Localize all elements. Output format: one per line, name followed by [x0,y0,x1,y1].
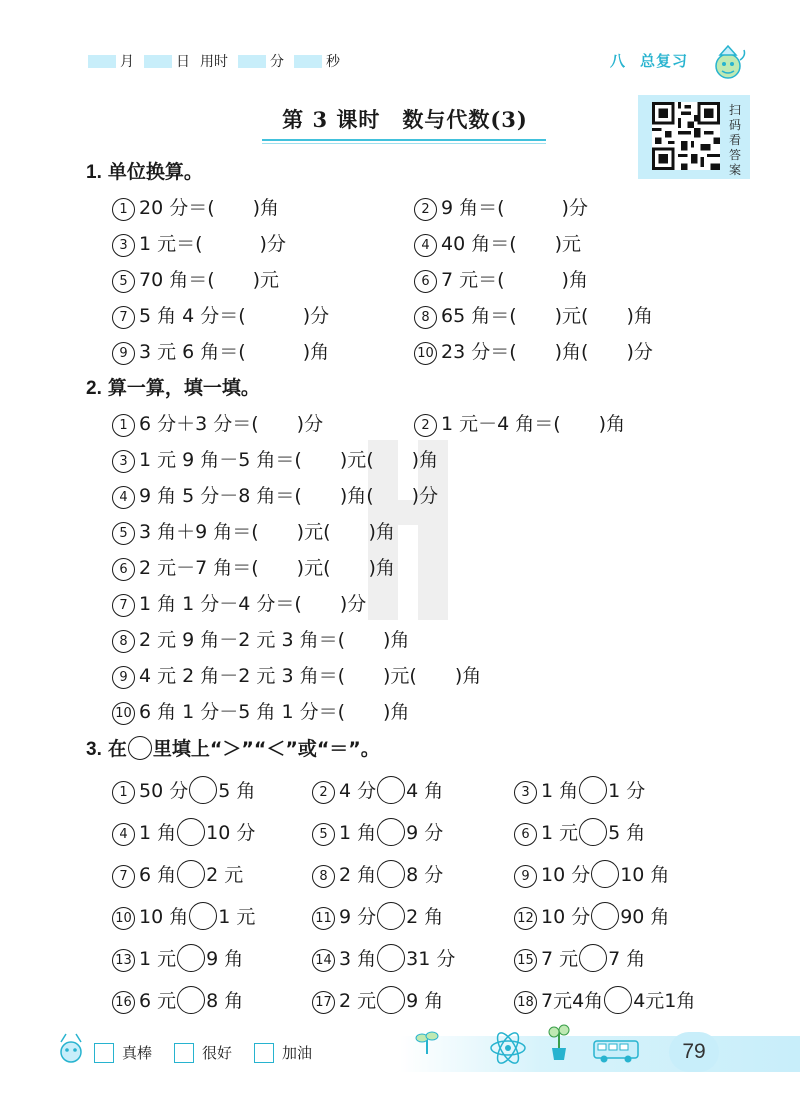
q3-left-quantity: 9 分 [339,906,377,928]
checkbox[interactable] [254,1043,274,1063]
minutes-label: 分 [270,54,284,70]
circled-number: 9 [112,666,135,689]
q3-item [514,944,645,972]
q3-left-quantity: 10 分 [541,906,591,928]
q2-item [112,445,438,473]
q3-right-quantity: 2 元 [206,864,244,886]
day-label: 日 [176,54,190,70]
potted-plant-icon [546,1022,572,1062]
q1-item-text[interactable]: 1 元＝( )分 [139,233,286,255]
q3-item [514,818,645,846]
q2-item [112,697,409,725]
seconds-blank[interactable] [294,55,322,68]
circled-number: 8 [414,306,437,329]
q1-item [112,301,329,329]
circled-number: 4 [414,234,437,257]
comparison-circle[interactable] [579,776,607,804]
qr-label-char: 看 [728,133,741,147]
q1-item-text[interactable]: 23 分＝( )角( )分 [441,341,653,363]
comparison-circle[interactable] [591,902,619,930]
q2-item-text[interactable]: 2 元 9 角－2 元 3 角＝( )角 [139,629,410,651]
circled-number: 1 [112,198,135,221]
q2-item [112,625,409,653]
q3-left-quantity: 7 元 [541,948,579,970]
q3-right-quantity: 10 分 [206,822,256,844]
q3-left-quantity: 6 元 [139,990,177,1012]
month-blank[interactable] [88,55,116,68]
q2-item [112,409,323,437]
q3-item [312,860,443,888]
minutes-blank[interactable] [238,55,266,68]
q2-item-text[interactable]: 6 角 1 分－5 角 1 分＝( )角 [139,701,410,723]
q3-item [312,902,443,930]
q3-right-quantity: 1 元 [218,906,256,928]
circled-number: 11 [312,907,335,930]
q3-title-post: 里填上“＞”“＜”或“＝”。 [152,738,380,760]
q2-item [112,517,395,545]
q3-right-quantity: 90 角 [620,906,670,928]
q3-left-quantity: 2 角 [339,864,377,886]
bus-icon [592,1038,640,1064]
circled-number: 14 [312,949,335,972]
q3-item [112,860,243,888]
q3-item [112,818,255,846]
q3-right-quantity: 10 角 [620,864,670,886]
qr-label-char: 扫 [728,103,741,117]
q1-item [414,229,581,257]
circled-number: 8 [112,630,135,653]
seconds-label: 秒 [326,54,340,70]
comparison-circle[interactable] [579,818,607,846]
q2-item-text[interactable]: 4 元 2 角－2 元 3 角＝( )元( )角 [139,665,482,687]
q3-item [312,818,443,846]
q1-item [414,337,653,365]
circled-number: 17 [312,991,335,1014]
q2-item [414,409,625,437]
rating-label: 很好 [202,1044,233,1062]
q1-item [414,193,588,221]
rating-label: 真棒 [122,1044,153,1062]
time-used-label: 用时 [200,54,228,70]
rating-good[interactable] [174,1042,232,1063]
q3-left-quantity: 7元4角 [541,990,604,1012]
q3-item [514,860,669,888]
q2-heading [86,373,260,400]
circled-number: 10 [112,702,135,725]
q3-item [514,776,645,804]
q3-left-quantity: 2 元 [339,990,377,1012]
qr-label-char: 码 [728,118,741,132]
circled-number: 9 [514,865,537,888]
q1-item-text[interactable]: 5 角 4 分＝( )分 [139,305,330,327]
q1-item-text[interactable]: 9 角＝( )分 [441,197,588,219]
qr-label-char: 案 [728,163,741,177]
q3-left-quantity: 4 分 [339,780,377,802]
q1-item [112,337,329,365]
mascot-icon [706,40,750,84]
qr-code-icon[interactable] [652,102,720,170]
month-label: 月 [120,54,134,70]
circled-number: 7 [112,865,135,888]
circled-number: 13 [112,949,135,972]
mascot-footer-icon [52,1030,90,1068]
circled-number: 3 [112,234,135,257]
comparison-circle[interactable] [177,818,205,846]
q3-right-quantity: 8 角 [206,990,244,1012]
q1-item [112,193,279,221]
q3-right-quantity: 31 分 [406,948,456,970]
comparison-circle[interactable] [177,860,205,888]
q3-item [312,944,455,972]
circled-number: 8 [312,865,335,888]
rating-label: 加油 [282,1044,313,1062]
q3-number: 3. [86,739,102,760]
q1-heading [86,157,203,184]
circled-number: 4 [112,486,135,509]
q3-left-quantity: 50 分 [139,780,189,802]
circled-number: 5 [112,270,135,293]
section-number: 八 [610,52,627,70]
circled-number: 6 [112,558,135,581]
q1-item-text[interactable]: 7 元＝( )角 [441,269,588,291]
q3-left-quantity: 6 角 [139,864,177,886]
circled-number: 5 [312,823,335,846]
date-time-record [88,50,350,72]
circled-number: 6 [514,823,537,846]
q3-left-quantity: 1 角 [339,822,377,844]
comparison-circle[interactable] [377,944,405,972]
q3-item [514,986,695,1014]
checkbox[interactable] [94,1043,114,1063]
q3-item [112,986,243,1014]
q1-item-text[interactable]: 40 角＝( )元 [441,233,582,255]
q3-right-quantity: 1 分 [608,780,646,802]
comparison-circle[interactable] [377,776,405,804]
q2-title: 算一算，填一填。 [107,377,260,399]
q3-item [112,944,243,972]
circled-number: 3 [112,450,135,473]
comparison-circle[interactable] [189,776,217,804]
q1-title: 单位换算。 [107,161,203,183]
comparison-circle[interactable] [177,986,205,1014]
q3-item [514,902,669,930]
q2-item [112,553,395,581]
circled-number: 1 [112,781,135,804]
circled-number: 7 [112,306,135,329]
q3-left-quantity: 10 角 [139,906,189,928]
circled-number: 10 [414,342,437,365]
q3-heading [86,734,380,761]
section-name: 总复习 [640,52,689,70]
checkbox[interactable] [174,1043,194,1063]
title-underline-thin [262,143,546,144]
q2-item-text[interactable]: 3 角＋9 角＝( )元( )角 [139,521,395,543]
q1-item [112,229,286,257]
page-number: 79 [669,1032,719,1072]
q1-item-text[interactable]: 65 角＝( )元( )角 [441,305,653,327]
q3-right-quantity: 9 角 [406,990,444,1012]
q3-left-quantity: 1 角 [139,822,177,844]
comparison-circle[interactable] [377,860,405,888]
sprout-icon [412,1026,442,1056]
qr-label-char: 答 [728,148,741,162]
q1-item [414,265,588,293]
q3-left-quantity: 3 角 [339,948,377,970]
q2-item-text[interactable]: 1 角 1 分－4 分＝( )分 [139,593,367,615]
q3-right-quantity: 8 分 [406,864,444,886]
circled-number: 6 [414,270,437,293]
q3-left-quantity: 1 角 [541,780,579,802]
circled-number: 7 [112,594,135,617]
comparison-circle[interactable] [377,818,405,846]
circled-number: 2 [414,198,437,221]
comparison-circle[interactable] [377,902,405,930]
q3-right-quantity: 9 角 [206,948,244,970]
q3-title-pre: 在 [107,738,127,760]
q3-right-quantity: 7 角 [608,948,646,970]
circled-number: 2 [312,781,335,804]
circled-number: 4 [112,823,135,846]
q3-right-quantity: 4元1角 [633,990,696,1012]
q2-number: 2. [86,378,102,399]
q3-item [112,902,255,930]
q2-item-text[interactable]: 2 元－7 角＝( )元( )角 [139,557,395,579]
circled-number: 3 [514,781,537,804]
comparison-circle[interactable] [177,944,205,972]
q2-item [112,481,438,509]
comparison-circle[interactable] [579,944,607,972]
circled-number: 10 [112,907,135,930]
comparison-circle[interactable] [604,986,632,1014]
q2-item-text[interactable]: 9 角 5 分－8 角＝( )角( )分 [139,485,439,507]
q3-right-quantity: 5 角 [218,780,256,802]
rating-great[interactable] [94,1042,152,1063]
q3-item [312,776,443,804]
q1-item-text[interactable]: 20 分＝( )角 [139,197,280,219]
title-underline [262,139,546,141]
comparison-circle[interactable] [377,986,405,1014]
q2-item [112,589,366,617]
circled-number: 5 [112,522,135,545]
q1-item-text[interactable]: 3 元 6 角＝( )角 [139,341,330,363]
q2-item-text[interactable]: 1 元－4 角＝( )角 [441,413,626,435]
circle-icon [128,736,152,760]
circled-number: 15 [514,949,537,972]
atom-icon [488,1028,528,1068]
circled-number: 9 [112,342,135,365]
circled-number: 1 [112,414,135,437]
q1-item [414,301,653,329]
q3-item [312,986,443,1014]
circled-number: 2 [414,414,437,437]
q2-item-text[interactable]: 1 元 9 角－5 角＝( )元( )角 [139,449,439,471]
q3-right-quantity: 5 角 [608,822,646,844]
q1-item-text[interactable]: 70 角＝( )元 [139,269,280,291]
q3-right-quantity: 4 角 [406,780,444,802]
q1-number: 1. [86,162,102,183]
rating-keep-going[interactable] [254,1042,312,1063]
qr-panel [638,95,750,179]
q3-left-quantity: 1 元 [541,822,579,844]
q2-item-text[interactable]: 6 分＋3 分＝( )分 [139,413,324,435]
q3-item [112,776,255,804]
q1-item [112,265,279,293]
qr-label [726,103,744,178]
comparison-circle[interactable] [189,902,217,930]
comparison-circle[interactable] [591,860,619,888]
lesson-title: 第 3 课时 数与代数(3) [282,107,528,132]
q3-left-quantity: 10 分 [541,864,591,886]
circled-number: 18 [514,991,537,1014]
section-tag [610,50,688,71]
circled-number: 16 [112,991,135,1014]
q3-right-quantity: 2 角 [406,906,444,928]
q3-right-quantity: 9 分 [406,822,444,844]
q2-item [112,661,481,689]
day-blank[interactable] [144,55,172,68]
q3-left-quantity: 1 元 [139,948,177,970]
circled-number: 12 [514,907,537,930]
